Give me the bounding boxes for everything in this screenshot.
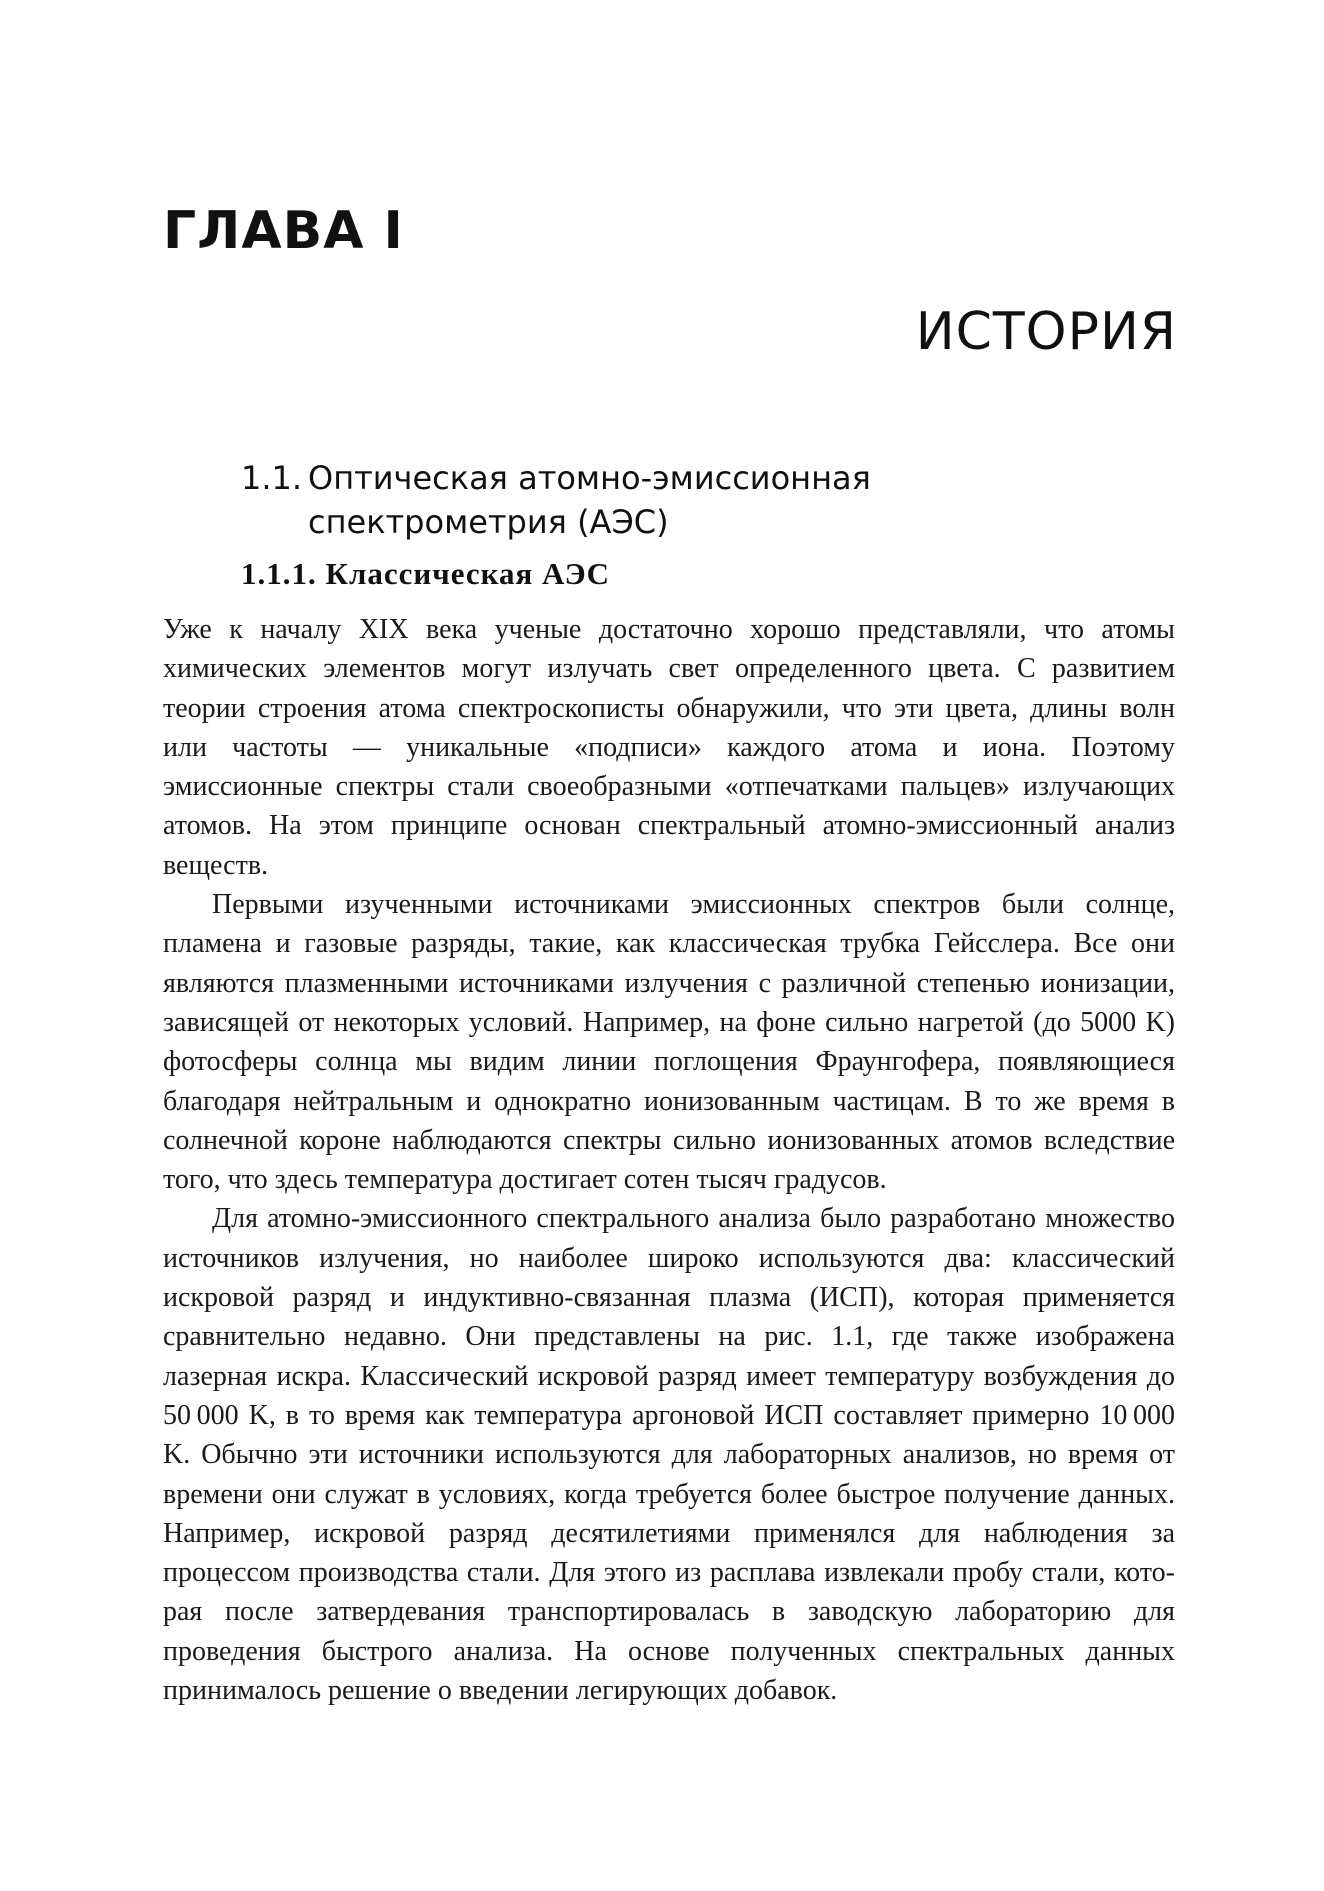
body-text — [163, 610, 1175, 1710]
section-title-line1: Оптическая атомно-эмиссионная — [308, 459, 871, 497]
subsection-heading: 1.1.1. Классическая АЭС — [241, 556, 611, 591]
paragraph-3: Для атомно-эмиссионного спектрального анализа было разработано множество источников излучения, но наиболее широко используются два: классический искровой разряд и индуктивно-связанная плазма (ИСП), которая применяется сравнительно недавно. Они представлены на рис. 1.1, где также изображена лазерная искра. Классический искровой разряд имеет температуру возбуждения до 50 000 K, в то время как температура аргоновой ИСП составляет примерно 10 000 K. Обычно эти источники используются для лабораторных анализов, но время от времени они служат в условиях, когда требуется более быстрое получение данных. Например, искровой разряд десятилетиями применялся для наблюдения за процессом производства стали. Для этого из расплава извлекали пробу стали, которая после затвердевания транспортировалась в заводскую лабораторию для проведения быстрого анализа. На основе полученных спектральных данных принималось решение о введении легирующих добавок. — [163, 1203, 1175, 1707]
chapter-label: ГЛАВА I — [163, 201, 404, 261]
section-title-line2: спектрометрия (АЭС) — [308, 503, 669, 541]
section-number: 1.1. — [241, 459, 303, 497]
paragraph-2: Первыми изученными источниками эмиссионных спектров были солнце, пламена и газовые разряды, такие, как классическая трубка Гейсслера. Все они являются плазменными источниками излучения с различной степенью ионизации, зависящей от некоторых условий. Например, на фоне сильно нагретой (до 5000 K) фотосферы солнца мы видим линии поглощения Фраунгофера, появляющиеся благодаря нейтральным и однократно ионизованным частицам. В то же время в солнечной короне наблюдаются спектры сильно ионизованных атомов вследствие того, что здесь температура достигает сотен тысяч градусов. — [163, 889, 1175, 1196]
chapter-title: ИСТОРИЯ — [915, 302, 1177, 362]
paragraph-1: Уже к началу XIX века ученые достаточно хорошо представляли, что атомы химических элементов могут излучать свет определенного цвета. С развитием теории строения атома спектроскописты обнаружили, что эти цвета, длины волн или частоты — уникальные «подписи» каждого атома и иона. Поэтому эмиссионные спектры стали своеобразными «отпечатками пальцев» излучающих атомов. На этом принципе основан спектральный атомно-эмиссионный анализ веществ. — [163, 614, 1175, 881]
section-heading — [241, 456, 1141, 544]
